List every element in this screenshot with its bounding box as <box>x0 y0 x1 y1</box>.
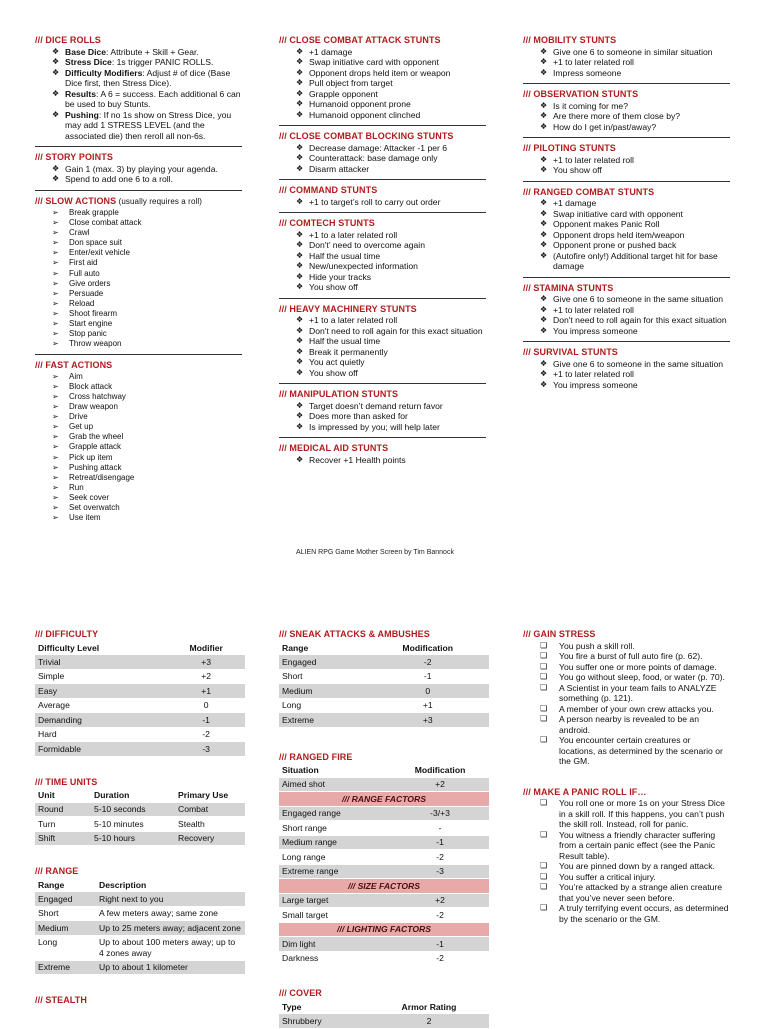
list-item: ❏ A Scientist in your team fails to ANALYZE something (p. 121). <box>523 683 733 704</box>
list-item: ❖ Break it permanently <box>279 347 486 358</box>
fast-actions-title: /// FAST ACTIONS <box>35 360 113 371</box>
bottom-column-3 <box>523 629 733 924</box>
list-item: ❏ You witness a friendly character suffering from a certain panic effect (see the Panic Result table). <box>523 830 733 862</box>
list-item: ❖ Stress Dice: 1s trigger PANIC ROLLS. <box>35 57 242 68</box>
stamina-list <box>523 294 730 336</box>
table-row: Trivial +3 <box>35 655 245 669</box>
sneak-attacks-title: /// SNEAK ATTACKS & AMBUSHES <box>279 629 430 639</box>
lighting-factors-header: /// LIGHTING FACTORS <box>279 923 489 937</box>
medical-aid-section <box>279 443 486 465</box>
table-row: Average 0 <box>38 700 209 710</box>
list-item: ❖ Spend to add one 6 to a roll. <box>35 174 242 185</box>
list-item: ➢ Grapple attack <box>35 442 242 452</box>
list-item: ❖ Impress someone <box>523 68 730 79</box>
table-row: Long Up to about 100 meters away; up to 4 zones away <box>38 937 236 958</box>
table-row: Short range - <box>282 822 442 833</box>
table-row: Medium range -1 <box>279 836 489 850</box>
slow-actions-subtitle: (usually requires a roll) <box>116 196 203 206</box>
table-row: Formidable -3 <box>35 742 245 756</box>
list-item: ❖ +1 to later related roll <box>523 369 730 380</box>
mobility-list <box>523 47 730 79</box>
table-row: Demanding -1 <box>35 713 245 727</box>
list-item: ❖ Counterattack: base damage only <box>279 153 486 164</box>
list-item: ❖ Swap initiative card with opponent <box>523 209 730 220</box>
list-item: ❖ +1 damage <box>523 198 730 209</box>
close-combat-blocking-title: /// CLOSE COMBAT BLOCKING STUNTS <box>279 131 454 141</box>
close-combat-blocking-section <box>279 131 486 174</box>
list-item: ❖ +1 to later related roll <box>523 305 730 316</box>
survival-list <box>523 359 730 391</box>
table-row: Medium Up to 25 meters away; adjacent zone <box>35 921 245 935</box>
list-item: ❖ Opponent makes Panic Roll <box>523 219 730 230</box>
piloting-section <box>523 143 730 176</box>
bottom-column-2 <box>279 629 489 1029</box>
comtech-list <box>279 230 486 293</box>
list-item: ❖ Give one 6 to someone in the same situation <box>523 294 730 305</box>
command-list <box>279 197 486 208</box>
time-units-table <box>35 788 245 846</box>
list-item: ❏ You roll one or more 1s on your Stress Dice in a skill roll. If this happens, you can’t push the skill roll. Instead, roll for panic. <box>523 798 733 830</box>
list-item: ❖ Target doesn’t demand return favor <box>279 401 486 412</box>
column-header: Range <box>282 642 309 653</box>
size-factors-header: /// SIZE FACTORS <box>279 879 489 893</box>
list-item: ➢ Retreat/disengage <box>35 473 242 483</box>
ranged-combat-list <box>523 198 730 272</box>
divider <box>523 341 730 342</box>
difficulty-table <box>35 641 245 757</box>
list-item: ❏ You suffer one or more points of damage. <box>523 662 733 673</box>
list-item: ❏ You’re attacked by a strange alien creature that you’ve never seen before. <box>523 882 733 903</box>
list-item: ➢ Get up <box>35 422 242 432</box>
list-item: ❖ Disarm attacker <box>279 164 486 175</box>
list-item: ❖ Recover +1 Health points <box>279 455 486 466</box>
list-item: ❖ Difficulty Modifiers: Adjust # of dice (Base Dice first, then Stress Dice). <box>35 68 242 89</box>
cover-title: /// COVER <box>279 988 322 998</box>
list-item: ➢ Full auto <box>35 269 242 279</box>
time-units-section <box>35 777 245 847</box>
list-item: ➢ Set overwatch <box>35 503 242 513</box>
gain-stress-section <box>523 629 733 767</box>
list-item: ❏ You push a skill roll. <box>523 641 733 652</box>
list-item: ❖ You act quietly <box>279 357 486 368</box>
gain-stress-title: /// GAIN STRESS <box>523 629 596 639</box>
slow-actions-section <box>35 196 242 350</box>
list-item: ❖ Does more than asked for <box>279 411 486 422</box>
list-item: ❖ Half the usual time <box>279 251 486 262</box>
list-item: ❖ +1 damage <box>279 47 486 58</box>
list-item: ❖ New/unexpected information <box>279 261 486 272</box>
list-item: ❖ How do I get in/past/away? <box>523 122 730 133</box>
table-row: Extreme +3 <box>279 713 489 727</box>
stealth-section <box>35 995 245 1006</box>
table-row: Engaged -2 <box>279 655 489 669</box>
table-row: Dim light -1 <box>279 937 489 951</box>
range-title: /// RANGE <box>35 866 79 876</box>
divider <box>35 354 242 355</box>
list-item: ➢ Draw weapon <box>35 402 242 412</box>
list-item: ❖ +1 to a later related roll <box>279 315 486 326</box>
list-item: ❖ Swap initiative card with opponent <box>279 57 486 68</box>
credit-footer: ALIEN RPG Game Mother Screen by Tim Bannock <box>296 549 454 556</box>
table-row: Shift 5-10 hours Recovery <box>35 832 245 846</box>
table-row: Short A few meters away; same zone <box>38 908 218 918</box>
observation-list <box>523 101 730 133</box>
column-header: Modification <box>414 765 466 775</box>
heavy-machinery-list <box>279 315 486 378</box>
range-factors-header: /// RANGE FACTORS <box>279 792 489 806</box>
medical-aid-list <box>279 455 486 466</box>
list-item: ➢ Break grapple <box>35 208 242 218</box>
ranged-combat-title: /// RANGED COMBAT STUNTS <box>523 186 655 197</box>
gain-stress-list <box>523 641 733 767</box>
stamina-section <box>523 283 730 337</box>
table-row: Shrubbery 2 <box>279 1014 489 1028</box>
survival-section <box>523 347 730 390</box>
divider <box>279 298 486 299</box>
table-row: Small target -2 <box>282 909 444 920</box>
column-header: Modifier <box>189 642 223 653</box>
list-item: ❖ Hide your tracks <box>279 272 486 283</box>
fast-actions-section <box>35 360 242 523</box>
list-item: ➢ Run <box>35 483 242 493</box>
list-item: ❖ Are there more of them close by? <box>523 111 730 122</box>
list-item: ❏ You fire a burst of full auto fire (p. 62). <box>523 651 733 662</box>
list-item: ❖ +1 to a later related roll <box>279 230 486 241</box>
command-title: /// COMMAND STUNTS <box>279 185 378 195</box>
observation-title: /// OBSERVATION STUNTS <box>523 89 639 99</box>
table-row: Long range -2 <box>282 851 444 862</box>
list-item: ❏ You go without sleep, food, or water (p. 70). <box>523 672 733 683</box>
range-table <box>35 878 245 976</box>
ranged-fire-section <box>279 752 489 967</box>
list-item: ❖ +1 to later related roll <box>523 57 730 68</box>
divider <box>279 212 486 213</box>
divider <box>523 83 730 84</box>
column-header: Primary Use <box>178 790 229 800</box>
dice-rolls-section <box>35 35 242 141</box>
slow-actions-title: /// SLOW ACTIONS (usually requires a roll) <box>35 195 203 206</box>
list-item: ➢ Aim <box>35 372 242 382</box>
dice-rolls-title: /// DICE ROLLS <box>35 35 101 45</box>
column-header: Difficulty Level <box>38 642 100 653</box>
list-item: ❖ Opponent prone or pushed back <box>523 240 730 251</box>
column-header: Range <box>38 879 65 890</box>
slow-actions-list <box>35 208 242 349</box>
list-item: ❖ Don't need to roll again for this exact situation <box>523 315 730 326</box>
ranged-fire-table <box>279 763 489 966</box>
mobility-section <box>523 35 730 78</box>
table-row: Extreme range -3 <box>279 865 489 879</box>
list-item: ➢ Seek cover <box>35 493 242 503</box>
table-row: Simple +2 <box>38 671 212 681</box>
list-item: ❖ You show off <box>279 282 486 293</box>
piloting-title: /// PILOTING STUNTS <box>523 143 616 153</box>
panic-roll-section <box>523 787 733 925</box>
list-item: ➢ Crawl <box>35 228 242 238</box>
divider <box>35 146 242 147</box>
divider <box>523 137 730 138</box>
table-row: Short -1 <box>282 671 432 681</box>
list-item: ➢ Enter/exit vehicle <box>35 248 242 258</box>
ranged-combat-section <box>523 187 730 272</box>
divider <box>279 179 486 180</box>
list-item: ➢ Cross hatchway <box>35 392 242 402</box>
piloting-list <box>523 155 730 176</box>
list-item: ❖ You show off <box>523 165 730 176</box>
sneak-attacks-table <box>279 641 489 728</box>
list-item: ➢ Block attack <box>35 382 242 392</box>
list-item: ❖ Results: A 6 = success. Each additional 6 can be used to buy Stunts. <box>35 89 242 110</box>
close-combat-attack-section <box>279 35 486 120</box>
story-points-list <box>35 164 242 185</box>
list-item: ❖ Gain 1 (max. 3) by playing your agenda. <box>35 164 242 175</box>
table-row: Medium 0 <box>279 684 489 698</box>
divider <box>35 190 242 191</box>
list-item: ➢ Persuade <box>35 289 242 299</box>
list-item: ➢ Drive <box>35 412 242 422</box>
table-row: Extreme Up to about 1 kilometer <box>35 961 245 975</box>
divider <box>279 437 486 438</box>
list-item: ❖ Humanoid opponent clinched <box>279 110 486 121</box>
top-column-3 <box>523 35 730 395</box>
difficulty-section <box>35 629 245 757</box>
divider <box>523 277 730 278</box>
list-item: ❖ Give one 6 to someone in similar situation <box>523 47 730 58</box>
column-header: Armor Rating <box>401 1001 457 1012</box>
column-header: Modification <box>402 642 454 653</box>
table-row: Hard -2 <box>38 729 210 739</box>
divider <box>279 383 486 384</box>
list-item: ➢ Give orders <box>35 279 242 289</box>
stealth-title: /// STEALTH <box>35 995 87 1005</box>
column-header: Description <box>99 879 147 890</box>
list-item: ❏ You suffer a critical injury. <box>523 872 733 883</box>
list-item: ➢ First aid <box>35 258 242 268</box>
top-column-2 <box>279 35 486 470</box>
list-item: ❖ Is it coming for me? <box>523 101 730 112</box>
mobility-title: /// MOBILITY STUNTS <box>523 35 617 45</box>
list-item: ➢ Don space suit <box>35 238 242 248</box>
list-item: ❖ Give one 6 to someone in the same situation <box>523 359 730 370</box>
list-item: ❖ Grapple opponent <box>279 89 486 100</box>
medical-aid-title: /// MEDICAL AID STUNTS <box>279 443 389 453</box>
column-header: Duration <box>94 790 130 800</box>
observation-section <box>523 89 730 132</box>
time-units-title: /// TIME UNITS <box>35 776 98 787</box>
list-item: ➢ Reload <box>35 299 242 309</box>
panic-roll-list <box>523 798 733 924</box>
ranged-fire-title: /// RANGED FIRE <box>279 751 353 762</box>
list-item: ❖ Humanoid opponent prone <box>279 99 486 110</box>
story-points-title: /// STORY POINTS <box>35 152 113 162</box>
dice-rolls-list <box>35 47 242 142</box>
table-row: Turn 5-10 minutes Stealth <box>38 818 205 829</box>
heavy-machinery-title: /// HEAVY MACHINERY STUNTS <box>279 303 417 314</box>
list-item: ❖ +1 to later related roll <box>523 155 730 166</box>
survival-title: /// SURVIVAL STUNTS <box>523 347 618 357</box>
list-item: ➢ Start engine <box>35 319 242 329</box>
list-item: ❖ Opponent drops held item or weapon <box>279 68 486 79</box>
divider <box>279 125 486 126</box>
list-item: ➢ Use item <box>35 513 242 523</box>
close-combat-blocking-list <box>279 143 486 175</box>
list-item: ❖ You impress someone <box>523 326 730 337</box>
list-item: ❖ Don't need to roll again for this exact situation <box>279 326 486 337</box>
list-item: ❏ A truly terrifying event occurs, as determined by the scenario or the GM. <box>523 903 733 924</box>
list-item: ➢ Throw weapon <box>35 339 242 349</box>
panic-roll-title: /// MAKE A PANIC ROLL IF… <box>523 786 647 797</box>
list-item: ➢ Pushing attack <box>35 463 242 473</box>
list-item: ➢ Pick up item <box>35 453 242 463</box>
close-combat-attack-list <box>279 47 486 121</box>
table-row: Engaged Right next to you <box>35 892 245 906</box>
list-item: ❖ You impress someone <box>523 380 730 391</box>
table-row: Round 5-10 seconds Combat <box>35 803 245 817</box>
table-row: Long +1 <box>282 700 433 710</box>
heavy-machinery-section <box>279 304 486 379</box>
table-row: Aimed shot +2 <box>279 778 489 792</box>
list-item: ❏ A person nearby is revealed to be an android. <box>523 714 733 735</box>
bottom-column-1 <box>35 629 245 1007</box>
list-item: ➢ Close combat attack <box>35 218 242 228</box>
list-item: ❖ Opponent drops held item/weapon <box>523 230 730 241</box>
list-item: ➢ Stop panic <box>35 329 242 339</box>
cover-table <box>279 1000 489 1029</box>
list-item: ➢ Shoot firearm <box>35 309 242 319</box>
top-column-1 <box>35 35 242 528</box>
list-item: ❖ Base Dice: Attribute + Skill + Gear. <box>35 47 242 58</box>
list-item: ❖ (Autofire only!) Additional target hit for base damage <box>523 251 730 272</box>
stamina-title: /// STAMINA STUNTS <box>523 282 614 293</box>
table-row: Darkness -2 <box>282 953 444 963</box>
list-item: ❖ +1 to target’s roll to carry out order <box>279 197 486 208</box>
manipulation-section <box>279 389 486 432</box>
divider <box>523 181 730 182</box>
list-item: ❖ You show off <box>279 368 486 379</box>
list-item: ❏ You encounter certain creatures or locations, as determined by the scenario or the GM. <box>523 735 733 767</box>
comtech-section <box>279 218 486 293</box>
sneak-attacks-section <box>279 629 489 728</box>
list-item: ❏ A member of your own crew attacks you. <box>523 704 733 715</box>
list-item: ❖ Is impressed by you; will help later <box>279 422 486 433</box>
range-section <box>35 866 245 975</box>
list-item: ❏ You are pinned down by a ranged attack. <box>523 861 733 872</box>
list-item: ➢ Grab the wheel <box>35 432 242 442</box>
list-item: ❖ Decrease damage: Attacker -1 per 6 <box>279 143 486 154</box>
table-row: Large target +2 <box>279 894 489 908</box>
table-row: Easy +1 <box>35 684 245 698</box>
list-item: ❖ Pushing: If no 1s show on Stress Dice, you may add 1 STRESS LEVEL (and the associated die) then reroll all non-6s. <box>35 110 242 142</box>
story-points-section <box>35 152 242 185</box>
list-item: ❖ Half the usual time <box>279 336 486 347</box>
cover-section <box>279 988 489 1029</box>
manipulation-title: /// MANIPULATION STUNTS <box>279 389 399 399</box>
list-item: ❖ Don't’ need to overcome again <box>279 240 486 251</box>
manipulation-list <box>279 401 486 433</box>
comtech-title: /// COMTECH STUNTS <box>279 218 375 228</box>
close-combat-attack-title: /// CLOSE COMBAT ATTACK STUNTS <box>279 35 441 45</box>
fast-actions-list <box>35 372 242 523</box>
column-header: Type <box>282 1001 302 1012</box>
table-row: Engaged range -3/+3 <box>279 807 489 821</box>
list-item: ❖ Pull object from target <box>279 78 486 89</box>
difficulty-title: /// DIFFICULTY <box>35 629 99 639</box>
command-section <box>279 185 486 207</box>
column-header: Situation <box>282 765 319 775</box>
column-header: Unit <box>38 790 55 800</box>
